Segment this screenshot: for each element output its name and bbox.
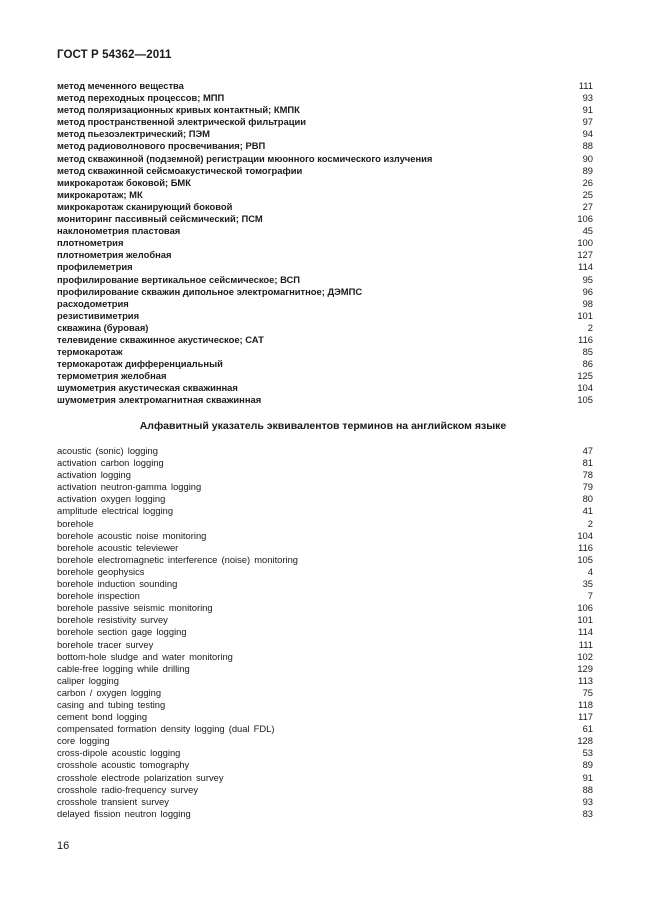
index-entry [57, 153, 593, 165]
index-page-ref: 78 [582, 469, 593, 481]
index-page-ref: 88 [582, 783, 593, 795]
russian-term-index [57, 80, 593, 407]
index-term: профилирование вертикальное сейсмическое; ВСП [57, 273, 301, 285]
index-entry [57, 322, 593, 334]
index-entry [57, 104, 593, 116]
index-entry [57, 626, 593, 638]
index-entry [57, 358, 593, 370]
index-entry [57, 394, 593, 406]
index-page-ref: 102 [577, 650, 593, 662]
index-term: плотнометрия [57, 237, 124, 249]
index-entry [57, 382, 593, 394]
index-entry [57, 808, 593, 820]
index-page-ref: 81 [582, 457, 593, 469]
index-term: crosshole radio-frequency survey [57, 783, 199, 795]
index-entry [57, 711, 593, 723]
index-entry [57, 445, 593, 457]
index-entry [57, 201, 593, 213]
page-number: 16 [57, 840, 70, 852]
index-page-ref: 116 [578, 333, 593, 345]
index-entry [57, 614, 593, 626]
index-entry [57, 530, 593, 542]
index-term: наклонометрия пластовая [57, 225, 181, 237]
index-term: термометрия желобная [57, 370, 167, 382]
index-entry [57, 796, 593, 808]
index-entry [57, 505, 593, 517]
index-page-ref: 104 [577, 529, 593, 541]
index-entry [57, 747, 593, 759]
index-page-ref: 2 [587, 517, 593, 529]
index-entry [57, 140, 593, 152]
index-term: borehole induction sounding [57, 578, 178, 590]
english-term-index [57, 445, 593, 820]
index-entry [57, 675, 593, 687]
index-term: телевидение скважинное акустическое; САТ [57, 333, 264, 345]
index-entry [57, 469, 593, 481]
index-term: метод меченного вещества [57, 80, 184, 91]
index-term: мониторинг пассивный сейсмический; ПСМ [57, 213, 263, 225]
index-term: термокаротаж дифференциальный [57, 358, 223, 370]
index-entry [57, 457, 593, 469]
index-term: borehole inspection [57, 590, 140, 602]
index-term: activation logging [57, 469, 131, 481]
index-entry [57, 542, 593, 554]
index-entry [57, 651, 593, 663]
index-term: расходометрия [57, 297, 129, 309]
index-term: микрокаротаж сканирующий боковой [57, 200, 233, 212]
index-page-ref: 111 [578, 638, 593, 650]
index-entry [57, 723, 593, 735]
index-entry [57, 116, 593, 128]
index-term: activation oxygen logging [57, 493, 166, 505]
index-term: borehole tracer survey [57, 638, 154, 650]
index-page-ref: 93 [582, 92, 593, 104]
index-page-ref: 41 [582, 505, 593, 517]
index-page-ref: 116 [578, 541, 593, 553]
index-entry [57, 554, 593, 566]
index-term: метод поляризационных кривых контактный; КМПК [57, 104, 300, 116]
index-term: carbon / oxygen logging [57, 686, 162, 698]
index-entry [57, 370, 593, 382]
index-term: casing and tubing testing [57, 698, 166, 710]
document-header: ГОСТ Р 54362—2011 [57, 49, 172, 61]
index-entry [57, 346, 593, 358]
index-page-ref: 106 [577, 602, 593, 614]
index-entry [57, 310, 593, 322]
index-page-ref: 47 [582, 445, 593, 456]
index-term: cross-dipole acoustic logging [57, 747, 181, 759]
index-entry [57, 493, 593, 505]
index-term: borehole electromagnetic interference (noise) monitoring [57, 553, 299, 565]
index-page-ref: 89 [582, 164, 593, 176]
index-page-ref: 95 [582, 273, 593, 285]
index-entry [57, 261, 593, 273]
index-term: borehole acoustic noise monitoring [57, 529, 207, 541]
index-term: cement bond logging [57, 711, 148, 723]
index-entry [57, 735, 593, 747]
index-page-ref: 53 [582, 747, 593, 759]
index-entry [57, 189, 593, 201]
index-term: резистивиметрия [57, 309, 140, 321]
index-term: acoustic (sonic) logging [57, 445, 158, 456]
index-entry [57, 663, 593, 675]
index-entry [57, 249, 593, 261]
index-entry [57, 772, 593, 784]
index-page-ref: 113 [578, 674, 593, 686]
index-term: метод пьезоэлектрический; ПЭМ [57, 128, 210, 140]
index-page-ref: 104 [577, 382, 593, 394]
index-term: core logging [57, 735, 110, 747]
index-term: шумометрия электромагнитная скважинная [57, 394, 262, 406]
index-page-ref: 45 [582, 225, 593, 237]
index-term: cable-free logging while drilling [57, 662, 190, 674]
index-entry [57, 92, 593, 104]
index-page-ref: 89 [582, 759, 593, 771]
index-page-ref: 90 [582, 152, 593, 164]
index-page-ref: 117 [578, 711, 593, 723]
index-term: compensated formation density logging (dual FDL) [57, 723, 275, 735]
index-page-ref: 75 [582, 686, 593, 698]
index-term: метод радиоволнового просвечивания; РВП [57, 140, 266, 152]
index-term: метод переходных процессов; МПП [57, 92, 225, 104]
index-page-ref: 61 [582, 723, 593, 735]
index-page-ref: 106 [577, 213, 593, 225]
index-term: метод скважинной сейсмоакустической томографии [57, 164, 303, 176]
index-page-ref: 105 [577, 553, 593, 565]
index-term: метод скважинной (подземной) регистрации мюонного космического излучения [57, 152, 433, 164]
index-entry [57, 590, 593, 602]
index-page-ref: 86 [582, 358, 593, 370]
index-term: borehole section gage logging [57, 626, 187, 638]
index-term: микрокаротаж боковой; БМК [57, 176, 191, 188]
index-term: borehole geophysics [57, 565, 145, 577]
index-term: crosshole acoustic tomography [57, 759, 190, 771]
index-page-ref: 114 [578, 626, 593, 638]
index-page-ref: 98 [582, 297, 593, 309]
index-entry [57, 177, 593, 189]
index-term: шумометрия акустическая скважинная [57, 382, 238, 394]
index-term: borehole [57, 517, 94, 529]
index-page-ref: 118 [578, 698, 593, 710]
index-entry [57, 165, 593, 177]
index-page-ref: 114 [578, 261, 593, 273]
index-entry [57, 687, 593, 699]
index-page-ref: 93 [582, 795, 593, 807]
index-entry [57, 128, 593, 140]
index-term: bottom-hole sludge and water monitoring [57, 650, 233, 662]
index-page-ref: 101 [577, 309, 593, 321]
index-term: профилеметрия [57, 261, 133, 273]
index-page-ref: 35 [582, 578, 593, 590]
index-page-ref: 128 [577, 735, 593, 747]
index-term: профилирование скважин дипольное электромагнитное; ДЭМПС [57, 285, 363, 297]
index-term: borehole acoustic televiewer [57, 541, 179, 553]
index-page-ref: 105 [577, 394, 593, 406]
index-entry [57, 699, 593, 711]
section-title: Алфавитный указатель эквивалентов терминов на английском языке [139, 420, 507, 432]
index-page-ref: 88 [582, 140, 593, 152]
index-page-ref: 96 [582, 285, 593, 297]
index-entry [57, 213, 593, 225]
index-entry [57, 518, 593, 530]
index-term: микрокаротаж; МК [57, 188, 143, 200]
index-entry [57, 784, 593, 796]
index-page-ref: 91 [582, 771, 593, 783]
index-entry [57, 80, 593, 92]
index-entry [57, 602, 593, 614]
index-entry [57, 578, 593, 590]
index-term: delayed fission neutron logging [57, 807, 191, 819]
index-page-ref: 101 [577, 614, 593, 626]
index-entry [57, 334, 593, 346]
index-entry [57, 274, 593, 286]
index-page-ref: 80 [582, 493, 593, 505]
index-entry [57, 759, 593, 771]
index-page-ref: 79 [582, 481, 593, 493]
index-term: amplitude electrical logging [57, 505, 174, 517]
index-page-ref: 27 [582, 200, 593, 212]
index-term: caliper logging [57, 674, 119, 686]
index-term: скважина (буровая) [57, 321, 149, 333]
index-term: термокаротаж [57, 346, 123, 358]
index-page-ref: 26 [582, 176, 593, 188]
index-page-ref: 4 [587, 565, 593, 577]
index-entry [57, 237, 593, 249]
index-page-ref: 100 [577, 237, 593, 249]
index-page-ref: 125 [577, 370, 593, 382]
index-page-ref: 129 [577, 662, 593, 674]
index-entry [57, 481, 593, 493]
index-term: borehole resistivity survey [57, 614, 168, 626]
index-term: crosshole transient survey [57, 795, 169, 807]
index-entry [57, 639, 593, 651]
index-page-ref: 111 [578, 80, 593, 91]
index-page-ref: 2 [587, 321, 593, 333]
index-term: borehole passive seismic monitoring [57, 602, 213, 614]
index-entry [57, 286, 593, 298]
index-term: activation neutron-gamma logging [57, 481, 202, 493]
index-term: плотнометрия желобная [57, 249, 172, 261]
index-page-ref: 97 [582, 116, 593, 128]
index-entry [57, 566, 593, 578]
index-entry [57, 298, 593, 310]
index-page-ref: 7 [587, 590, 593, 602]
index-term: activation carbon logging [57, 457, 164, 469]
index-page-ref: 94 [582, 128, 593, 140]
index-term: метод пространственной электрической фильтрации [57, 116, 306, 128]
index-page-ref: 91 [582, 104, 593, 116]
index-term: crosshole electrode polarization survey [57, 771, 224, 783]
index-entry [57, 225, 593, 237]
index-page-ref: 127 [577, 249, 593, 261]
index-page-ref: 25 [582, 188, 593, 200]
index-page-ref: 85 [582, 346, 593, 358]
index-page-ref: 83 [582, 807, 593, 819]
